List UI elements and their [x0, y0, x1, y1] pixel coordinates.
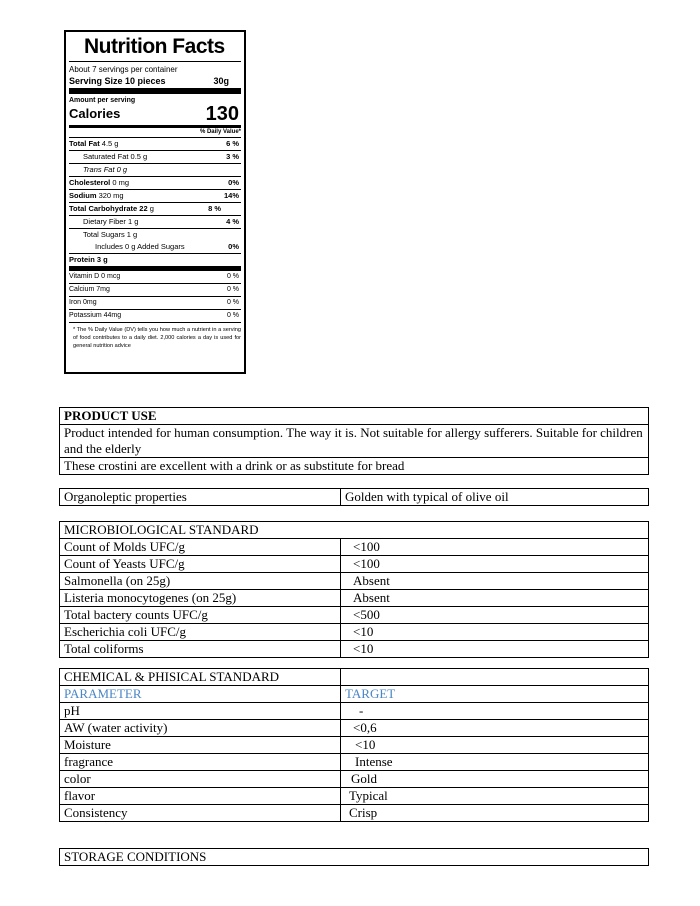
table-row: color Gold — [60, 771, 649, 788]
microbiological-heading: MICROBIOLOGICAL STANDARD — [60, 522, 649, 539]
product-use-serving-suggestion: These crostini are excellent with a drink or as substitute for bread — [60, 458, 649, 475]
organoleptic-table — [59, 488, 649, 506]
chemical-heading: CHEMICAL & PHISICAL STANDARD — [60, 669, 341, 686]
nutrient-row: Sodium 320 mg 14% — [69, 190, 241, 203]
vitamin-row: Vitamin D 0 mcg 0 % — [69, 271, 241, 284]
nutrition-title: Nutrition Facts — [84, 35, 225, 58]
nutrition-facts-label — [64, 30, 246, 374]
calories-label: Calories — [69, 106, 121, 121]
servings-per-container: About 7 servings per container — [69, 61, 241, 75]
calories-row — [69, 105, 241, 123]
serving-size-value: 30g — [213, 76, 229, 86]
nutrient-row: Dietary Fiber 1 g 4 % — [69, 216, 241, 229]
product-use-heading: PRODUCT USE — [60, 408, 649, 425]
table-row: Count of Yeasts UFC/g <100 — [60, 556, 649, 573]
table-row: pH - — [60, 703, 649, 720]
table-row: Listeria monocytogenes (on 25g) Absent — [60, 590, 649, 607]
product-use-table — [59, 407, 649, 475]
nutrient-row: Saturated Fat 0.5 g 3 % — [69, 151, 241, 164]
table-row: fragrance Intense — [60, 754, 649, 771]
table-row: flavor Typical — [60, 788, 649, 805]
thick-divider — [69, 88, 241, 94]
nutrient-row: Total Fat 4.5 g 6 % — [69, 138, 241, 151]
table-row: Total bactery counts UFC/g <500 — [60, 607, 649, 624]
amount-per-serving: Amount per serving — [69, 97, 136, 104]
daily-value-header: % Daily Value* — [69, 128, 241, 138]
calories-value: 130 — [205, 103, 239, 125]
nutrient-row: Trans Fat 0 g — [69, 164, 241, 177]
nutrient-row: Total Carbohydrate 22 g 8 % — [69, 203, 241, 216]
vitamin-row: Potassium 44mg 0 % — [69, 310, 241, 323]
storage-table — [59, 848, 649, 866]
serving-size-row — [69, 75, 241, 88]
nutrient-row: Cholesterol 0 mg 0% — [69, 177, 241, 190]
microbiological-table — [59, 521, 649, 658]
organoleptic-value: Golden with typical of olive oil — [341, 489, 649, 506]
column-header-target: TARGET — [341, 686, 649, 703]
table-row: Consistency Crisp — [60, 805, 649, 822]
vitamin-row: Iron 0mg 0 % — [69, 297, 241, 310]
vitamin-row: Calcium 7mg 0 % — [69, 284, 241, 297]
table-row: Moisture <10 — [60, 737, 649, 754]
product-use-text: Product intended for human consumption. The way it is. Not suitable for allergy sufferers. Suitable for children and the elderly — [60, 425, 649, 458]
nutrient-row: Includes 0 g Added Sugars 0% — [69, 241, 241, 254]
table-row: AW (water activity) <0,6 — [60, 720, 649, 737]
chemical-heading-empty — [341, 669, 649, 686]
daily-value-footnote: * The % Daily Value (DV) tells you how much a nutrient in a serving of food contributes to a daily diet. 2,000 calories a day is used for general nutrition advice — [73, 327, 241, 349]
storage-heading: STORAGE CONDITIONS — [60, 849, 649, 866]
column-header-parameter: PARAMETER — [60, 686, 341, 703]
table-row: Total coliforms <10 — [60, 641, 649, 658]
table-row: Count of Molds UFC/g <100 — [60, 539, 649, 556]
nutrient-row: Protein 3 g — [69, 255, 108, 264]
serving-size-label: Serving Size 10 pieces — [69, 76, 166, 86]
table-row: Escherichia coli UFC/g <10 — [60, 624, 649, 641]
organoleptic-label: Organoleptic properties — [60, 489, 341, 506]
nutrient-row: Total Sugars 1 g — [83, 230, 138, 239]
chemical-physical-table — [59, 668, 649, 822]
table-row: Salmonella (on 25g) Absent — [60, 573, 649, 590]
